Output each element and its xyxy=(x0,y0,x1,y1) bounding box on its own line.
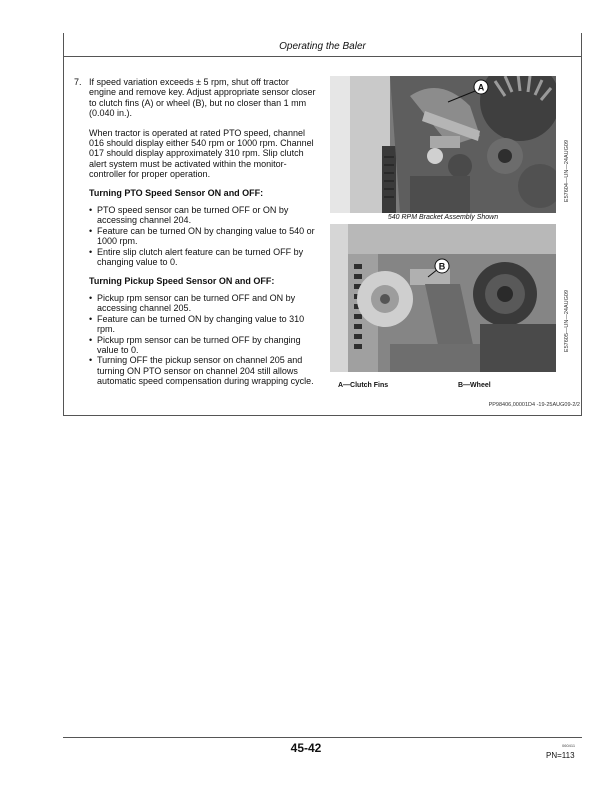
list-item: • Turning OFF the pickup sensor on channel 205 and turning ON PTO sensor on channel 204 still allows automatic speed compensation during wrapping cycle. xyxy=(89,355,318,386)
footer-divider xyxy=(63,737,582,738)
list-item: • Feature can be turned ON by changing value to 310 rpm. xyxy=(89,314,318,335)
footer-date-code: 060411 xyxy=(562,743,576,748)
instruction-column xyxy=(74,77,318,387)
page-number: 45-42 xyxy=(290,741,322,755)
clutch-fins-illustration xyxy=(330,76,556,213)
page-frame-left xyxy=(63,33,64,416)
pickup-sensor-heading: Turning Pickup Speed Sensor ON and OFF: xyxy=(89,275,275,286)
pto-sensor-list xyxy=(89,205,318,267)
step-number: 7. xyxy=(74,77,82,87)
photo-caption: 540 RPM Bracket Assembly Shown xyxy=(387,214,499,221)
legend-wheel: B—Wheel xyxy=(458,382,491,389)
step-intro: If speed variation exceeds ± 5 rpm, shut off tractor engine and remove key. Adjust appropriate sensor closer to clutch fins (A) or wheel (B), but no closer than 1 mm (0.040 in.). xyxy=(89,77,316,119)
wheel-illustration xyxy=(330,224,556,372)
photo-id-label: E57604—UN—24AUG09 xyxy=(564,140,570,203)
callout-b: B xyxy=(438,261,446,272)
step-paragraph: When tractor is operated at rated PTO speed, channel 016 should display either 540 rpm or 1000 rpm. Channel 017 should display approximately 310 rpm. Slip clutch alert system must be activated within the monitor-controller for proper operation. xyxy=(89,127,314,180)
step-7 xyxy=(74,77,318,119)
list-item: • Entire slip clutch alert feature can be turned OFF by changing value to 0. xyxy=(89,247,318,268)
reference-code: PP98406,00001D4 -19-25AUG09-2/2 xyxy=(488,402,580,408)
wheel-photo xyxy=(330,224,556,372)
clutch-fins-photo xyxy=(330,76,556,213)
pickup-sensor-list xyxy=(89,293,318,387)
page-frame-right xyxy=(581,33,582,416)
list-item: • Pickup rpm sensor can be turned OFF by changing value to 0. xyxy=(89,335,318,356)
photo-id-label: E57605—UN—24AUG09 xyxy=(564,290,570,353)
pto-sensor-heading: Turning PTO Speed Sensor ON and OFF: xyxy=(89,187,264,198)
running-header: Operating the Baler xyxy=(279,41,366,52)
header-divider xyxy=(63,56,582,57)
list-item: • PTO speed sensor can be turned OFF or ON by accessing channel 204. xyxy=(89,205,318,226)
callout-a: A xyxy=(477,82,485,93)
section-divider xyxy=(63,415,582,416)
legend-clutch-fins: A—Clutch Fins xyxy=(338,382,389,389)
list-item: • Feature can be turned ON by changing value to 540 or 1000 rpm. xyxy=(89,226,318,247)
pn-label: PN=113 xyxy=(546,751,575,760)
list-item: • Pickup rpm sensor can be turned OFF and ON by accessing channel 205. xyxy=(89,293,318,314)
